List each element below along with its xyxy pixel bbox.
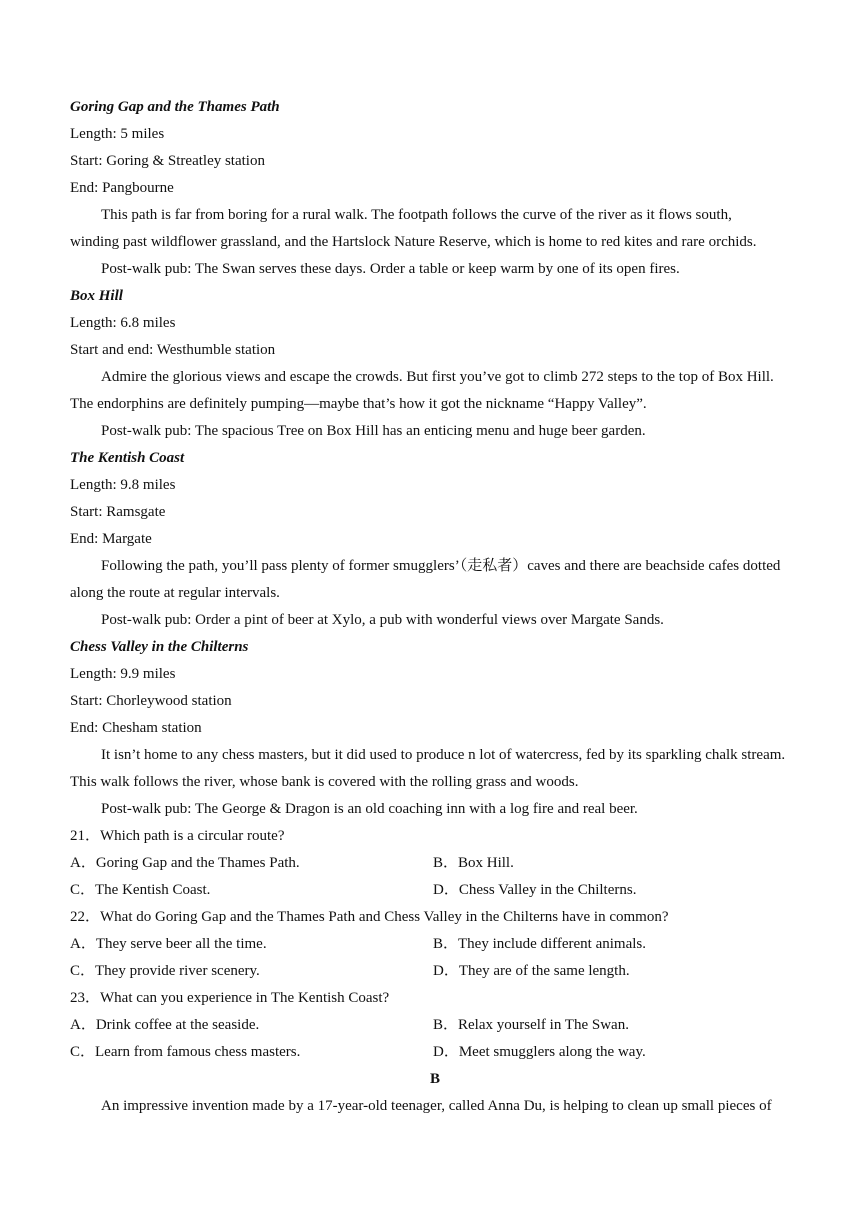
option-b: B．They include different animals. bbox=[433, 936, 646, 952]
walk-description-cont: winding past wildflower grassland, and the Hartslock Nature Reserve, which is home to red kites and rare orchids. bbox=[70, 234, 757, 250]
walk-description: It isn’t home to any chess masters, but it did used to produce n lot of watercress, fed by its sparkling chalk stream. bbox=[101, 747, 786, 763]
option-d: D．Chess Valley in the Chilterns. bbox=[433, 882, 637, 898]
option-b: B．Relax yourself in The Swan. bbox=[433, 1017, 629, 1033]
option-a: A．Goring Gap and the Thames Path. bbox=[70, 855, 300, 871]
walk-pub: Post-walk pub: Order a pint of beer at Xylo, a pub with wonderful views over Margate Sands. bbox=[101, 612, 664, 628]
option-row bbox=[70, 931, 800, 958]
option-row bbox=[70, 1039, 800, 1066]
option-row bbox=[70, 958, 800, 985]
option-row bbox=[70, 877, 800, 904]
walk-pub: Post-walk pub: The George & Dragon is an old coaching inn with a log fire and real beer. bbox=[101, 801, 638, 817]
walk-end: End: Margate bbox=[70, 531, 152, 547]
walk-end: End: Pangbourne bbox=[70, 180, 174, 196]
walk-length: Length: 6.8 miles bbox=[70, 315, 176, 331]
walk-start: Start: Chorleywood station bbox=[70, 693, 232, 709]
option-a: A．They serve beer all the time. bbox=[70, 936, 267, 952]
question-stem: 21．Which path is a circular route? bbox=[70, 828, 285, 844]
option-c: C．Learn from famous chess masters. bbox=[70, 1044, 301, 1060]
walk-description: This path is far from boring for a rural walk. The footpath follows the curve of the river as it flows south, bbox=[101, 207, 732, 223]
option-c: C．The Kentish Coast. bbox=[70, 882, 211, 898]
walk-description: Following the path, you’ll pass plenty of former smugglers’（走私者）caves and there are beachside cafes dotted bbox=[101, 558, 781, 574]
walk-start-end: Start and end: Westhumble station bbox=[70, 342, 276, 358]
walk-start: Start: Ramsgate bbox=[70, 504, 166, 520]
walk-title: The Kentish Coast bbox=[70, 450, 185, 466]
walk-description-cont: This walk follows the river, whose bank is covered with the rolling grass and woods. bbox=[70, 774, 579, 790]
walk-title: Goring Gap and the Thames Path bbox=[70, 99, 280, 115]
option-row bbox=[70, 850, 800, 877]
walk-title: Chess Valley in the Chilterns bbox=[70, 639, 249, 655]
document-page bbox=[70, 94, 800, 1120]
walk-length: Length: 5 miles bbox=[70, 126, 165, 142]
walk-description-cont: The endorphins are definitely pumping—maybe that’s how it got the nickname “Happy Valley”. bbox=[70, 396, 647, 412]
walk-description: Admire the glorious views and escape the crowds. But first you’ve got to climb 272 steps to the top of Box Hill. bbox=[101, 369, 774, 385]
section-heading: B bbox=[429, 1071, 440, 1087]
option-row bbox=[70, 1012, 800, 1039]
walk-length: Length: 9.8 miles bbox=[70, 477, 176, 493]
walk-description-cont: along the route at regular intervals. bbox=[70, 585, 280, 601]
option-b: B．Box Hill. bbox=[433, 855, 514, 871]
section-intro: An impressive invention made by a 17-year-old teenager, called Anna Du, is helping to clean up small pieces of bbox=[101, 1098, 772, 1114]
walk-pub: Post-walk pub: The Swan serves these days. Order a table or keep warm by one of its open fires. bbox=[101, 261, 680, 277]
option-a: A．Drink coffee at the seaside. bbox=[70, 1017, 260, 1033]
question-stem: 22．What do Goring Gap and the Thames Path and Chess Valley in the Chilterns have in common? bbox=[70, 909, 669, 925]
question-stem: 23．What can you experience in The Kentish Coast? bbox=[70, 990, 390, 1006]
walk-pub: Post-walk pub: The spacious Tree on Box Hill has an enticing menu and huge beer garden. bbox=[101, 423, 646, 439]
option-d: D．Meet smugglers along the way. bbox=[433, 1044, 646, 1060]
option-c: C．They provide river scenery. bbox=[70, 963, 260, 979]
walk-title: Box Hill bbox=[70, 288, 123, 304]
walk-start: Start: Goring & Streatley station bbox=[70, 153, 265, 169]
walk-end: End: Chesham station bbox=[70, 720, 202, 736]
option-d: D．They are of the same length. bbox=[433, 963, 630, 979]
walk-length: Length: 9.9 miles bbox=[70, 666, 176, 682]
